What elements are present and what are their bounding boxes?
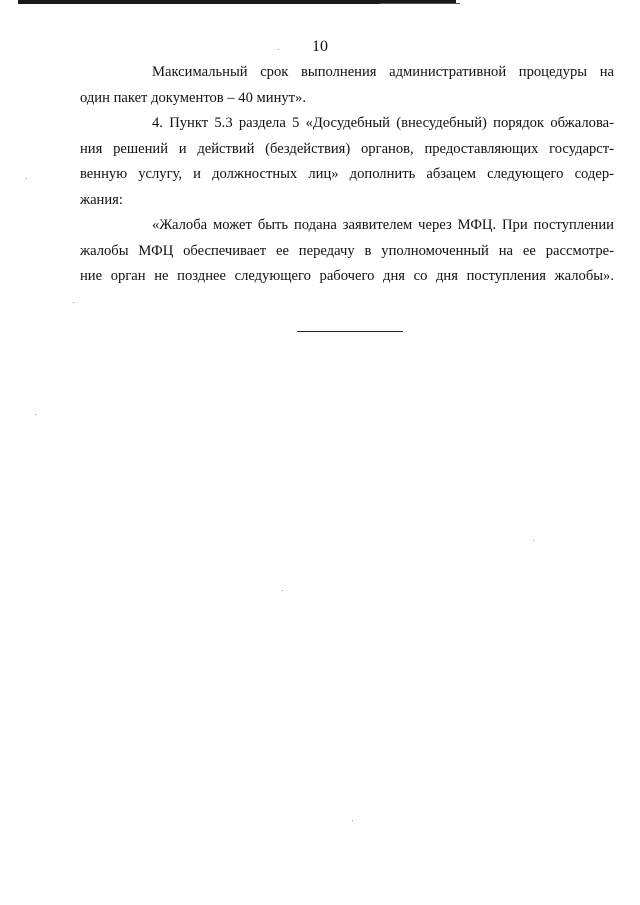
text-line: один пакет документов – 40 минут». (80, 89, 307, 106)
document-body (80, 60, 614, 290)
scan-speck (282, 590, 283, 591)
end-separator-line (297, 331, 403, 332)
text-line: ние орган не позднее следующего рабочего дня со дня поступления жалобы». (80, 268, 614, 284)
text-line: 4. Пункт 5.3 раздела 5 «Досудебный (внесудебный) порядок обжалова- (152, 115, 614, 131)
text-line: Максимальный срок выполнения административной процедуры на (152, 64, 614, 80)
text-line: «Жалоба может быть подана заявителем через МФЦ. При поступлении (152, 217, 614, 233)
scan-speck (35, 414, 36, 415)
text-line: венную услугу, и должностных лиц» дополнить абзацем следующего содер- (80, 166, 614, 182)
top-border-rule-fade (380, 3, 460, 4)
paragraph-complaint-quote (80, 213, 614, 290)
scan-speck (278, 49, 279, 50)
text-line: ния решений и действий (бездействия) органов, предоставляющих государст- (80, 140, 614, 157)
text-line: жания: (80, 191, 123, 208)
scan-speck (73, 302, 74, 303)
text-line: жалобы МФЦ обеспечивает ее передачу в уполномоченный на ее рассмотре- (80, 242, 614, 259)
page-number: 10 (312, 38, 328, 55)
paragraph-item-4 (80, 111, 614, 213)
scan-speck (533, 540, 534, 541)
scan-speck (26, 178, 27, 179)
paragraph-procedure-time (80, 60, 614, 111)
scan-speck (352, 820, 353, 821)
